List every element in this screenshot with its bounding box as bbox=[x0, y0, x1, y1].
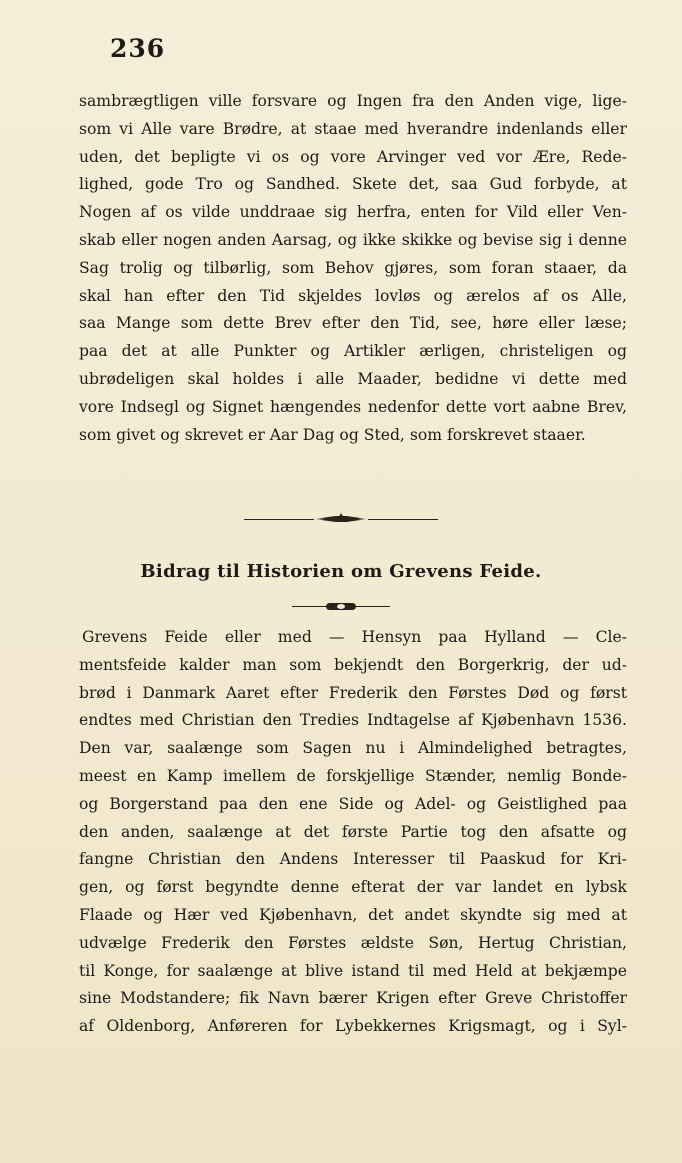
paragraph-oath-text bbox=[79, 88, 627, 449]
text-line: og Borgerstand paa den ene Side og Adel‑ og Geistlighed paa bbox=[79, 794, 627, 813]
ornamental-divider bbox=[0, 512, 682, 526]
divider-rule bbox=[354, 606, 390, 607]
text-line: sine Modstandere; fik Navn bærer Krigen efter Greve Christoffer bbox=[79, 989, 627, 1008]
section-heading: Bidrag til Historien om Grevens Feide. bbox=[140, 561, 542, 582]
text-line: skal han efter den Tid skjeldes lovløs og ærelos af os Alle, bbox=[79, 286, 627, 305]
text-line: til Konge, for saalænge at blive istand til med Held at bekjæmpe bbox=[79, 961, 627, 980]
text-line: som givet og skrevet er Aar Dag og Sted, som forskrevet staaer. bbox=[79, 425, 586, 444]
text-line: Den var, saalænge som Sagen nu i Almindelighed betragtes, bbox=[79, 739, 627, 758]
text-line: af Oldenborg, Anføreren for Lybekkernes Krigsmagt, og i Syl‑ bbox=[79, 1017, 627, 1036]
text-line: udvælge Frederik den Førstes ældste Søn, Hertug Christian, bbox=[79, 933, 627, 952]
text-line: skab eller nogen anden Aarsag, og ikke skikke og bevise sig i denne bbox=[79, 230, 627, 249]
text-line: Grevens Feide eller med — Hensyn paa Hylland — Cle‑ bbox=[82, 628, 627, 646]
text-line: vore Indsegl og Signet hængendes nedenfor dette vort aabne Brev, bbox=[79, 397, 627, 416]
text-line: Sag trolig og tilbørlig, som Behov gjøres, som foran staaer, da bbox=[79, 258, 627, 277]
divider-rule bbox=[292, 606, 328, 607]
text-line: endtes med Christian den Tredies Indtagelse af Kjøbenhavn 1536. bbox=[79, 711, 627, 730]
text-line: meest en Kamp imellem de forskjellige Stænder, nemlig Bonde‑ bbox=[79, 766, 627, 785]
text-line: gen, og først begyndte denne efterat der var landet en lybsk bbox=[79, 878, 627, 897]
text-line: lighed, gode Tro og Sandhed. Skete det, saa Gud forbyde, at bbox=[79, 175, 627, 194]
ornament-icon bbox=[314, 514, 368, 524]
text-line: fangne Christian den Andens Interesser til Paaskud for Kri‑ bbox=[79, 850, 627, 869]
text-line: saa Mange som dette Brev efter den Tid, see, høre eller læse; bbox=[79, 314, 627, 333]
text-line: ubrødeligen skal holdes i alle Maader, bedidne vi dette med bbox=[79, 369, 627, 388]
page-number: 236 bbox=[110, 34, 166, 63]
text-line: mentsfeide kalder man som bekjendt den Borgerkrig, der ud‑ bbox=[79, 655, 627, 674]
text-line: brød i Danmark Aaret efter Frederik den Førstes Død og først bbox=[79, 683, 627, 702]
knot-ornament-icon bbox=[326, 603, 356, 610]
divider-rule bbox=[368, 519, 438, 520]
divider-rule bbox=[244, 519, 314, 520]
text-line: Nogen af os vilde unddraae sig herfra, enten for Vild eller Ven‑ bbox=[79, 203, 627, 222]
heading-underline-ornament bbox=[0, 601, 682, 611]
paragraph-history-text bbox=[79, 624, 627, 1041]
text-line: som vi Alle vare Brødre, at staae med hverandre indenlands eller bbox=[79, 119, 627, 138]
text-line: uden, det bepligte vi os og vore Arvinger ved vor Ære, Rede‑ bbox=[79, 147, 627, 166]
text-line: sambrægtligen ville forsvare og Ingen fra den Anden vige, lige‑ bbox=[79, 92, 627, 110]
text-line: paa det at alle Punkter og Artikler ærligen, christeligen og bbox=[79, 342, 627, 361]
text-line: Flaade og Hær ved Kjøbenhavn, det andet skyndte sig med at bbox=[79, 905, 627, 924]
text-line: den anden, saalænge at det første Partie tog den afsatte og bbox=[79, 822, 627, 841]
